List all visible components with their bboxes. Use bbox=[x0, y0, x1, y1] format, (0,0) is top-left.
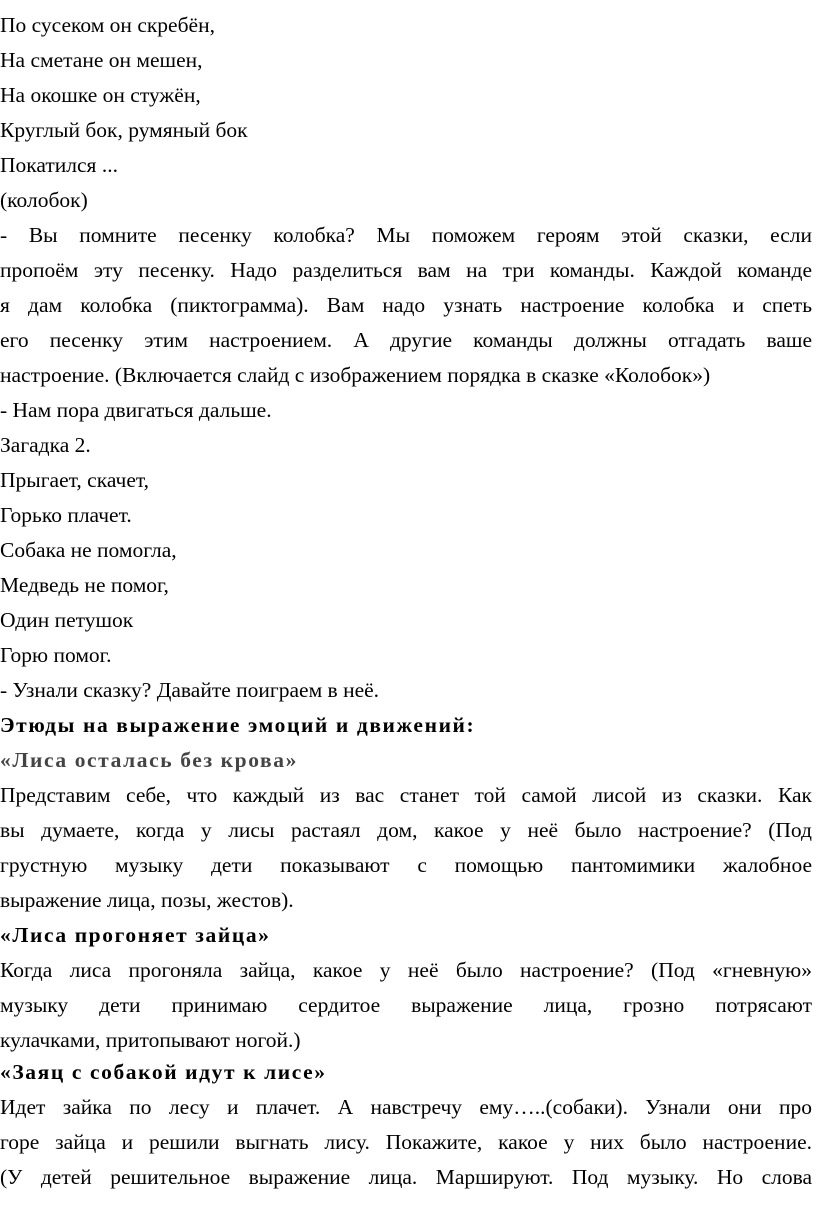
text-line: Медведь не помог, bbox=[0, 573, 169, 597]
paragraph-line: музыку дети принимаю сердитое выражение лица, грозно потрясают bbox=[0, 993, 812, 1017]
text-line: Собака не помогла, bbox=[0, 538, 177, 562]
paragraph-line: - Вы помните песенку колобка? Мы поможем героям этой сказки, если bbox=[0, 223, 812, 247]
text-line: Круглый бок, румяный бок bbox=[0, 118, 248, 142]
paragraph-line: настроение. (Включается слайд с изображением порядка в сказке «Колобок») bbox=[0, 363, 711, 387]
text-line: Горю помог. bbox=[0, 643, 112, 667]
paragraph-line: Представим себе, что каждый из вас станет той самой лисой из сказки. Как bbox=[0, 783, 812, 807]
text-line: - Нам пора двигаться дальше. bbox=[0, 398, 272, 422]
paragraph-line: я дам колобка (пиктограмма). Вам надо узнать настроение колобка и спеть bbox=[0, 293, 812, 317]
paragraph-line: кулачками, притопывают ногой.) bbox=[0, 1028, 301, 1052]
text-line: (колобок) bbox=[0, 188, 88, 212]
subsection-heading: «Лиса прогоняет зайца» bbox=[0, 923, 271, 947]
paragraph-line: (У детей решительное выражение лица. Маршируют. Под музыку. Но слова bbox=[0, 1165, 812, 1189]
paragraph-line: Идет зайка по лесу и плачет. А навстречу ему…..(собаки). Узнали они про bbox=[0, 1095, 812, 1119]
subsection-heading: «Лиса осталась без крова» bbox=[0, 748, 298, 772]
riddle-title: Загадка 2. bbox=[0, 433, 91, 457]
subsection-heading: «Заяц с собакой идут к лисе» bbox=[0, 1060, 327, 1084]
text-line: На сметане он мешен, bbox=[0, 48, 203, 72]
text-line: По сусеком он скребён, bbox=[0, 13, 215, 37]
paragraph-line: грустную музыку дети показывают с помощью пантомимики жалобное bbox=[0, 853, 812, 877]
paragraph-line: горе зайца и решили выгнать лису. Покажите, какое у них было настроение. bbox=[0, 1130, 812, 1154]
text-line: Прыгает, скачет, bbox=[0, 468, 150, 492]
paragraph-line: его песенку этим настроением. А другие команды должны отгадать ваше bbox=[0, 328, 812, 352]
paragraph-line: пропоём эту песенку. Надо разделиться вам на три команды. Каждой команде bbox=[0, 258, 812, 282]
paragraph-line: выражение лица, позы, жестов). bbox=[0, 888, 294, 912]
text-line: Покатился ... bbox=[0, 153, 118, 177]
paragraph-line: вы думаете, когда у лисы растаял дом, какое у неё было настроение? (Под bbox=[0, 818, 812, 842]
section-heading: Этюды на выражение эмоций и движений: bbox=[0, 713, 476, 737]
paragraph-line: Когда лиса прогоняла зайца, какое у неё было настроение? (Под «гневную» bbox=[0, 958, 812, 982]
text-line: На окошке он стужён, bbox=[0, 83, 201, 107]
text-line: Горько плачет. bbox=[0, 503, 132, 527]
text-line: - Узнали сказку? Давайте поиграем в неё. bbox=[0, 678, 380, 702]
text-line: Один петушок bbox=[0, 608, 134, 632]
